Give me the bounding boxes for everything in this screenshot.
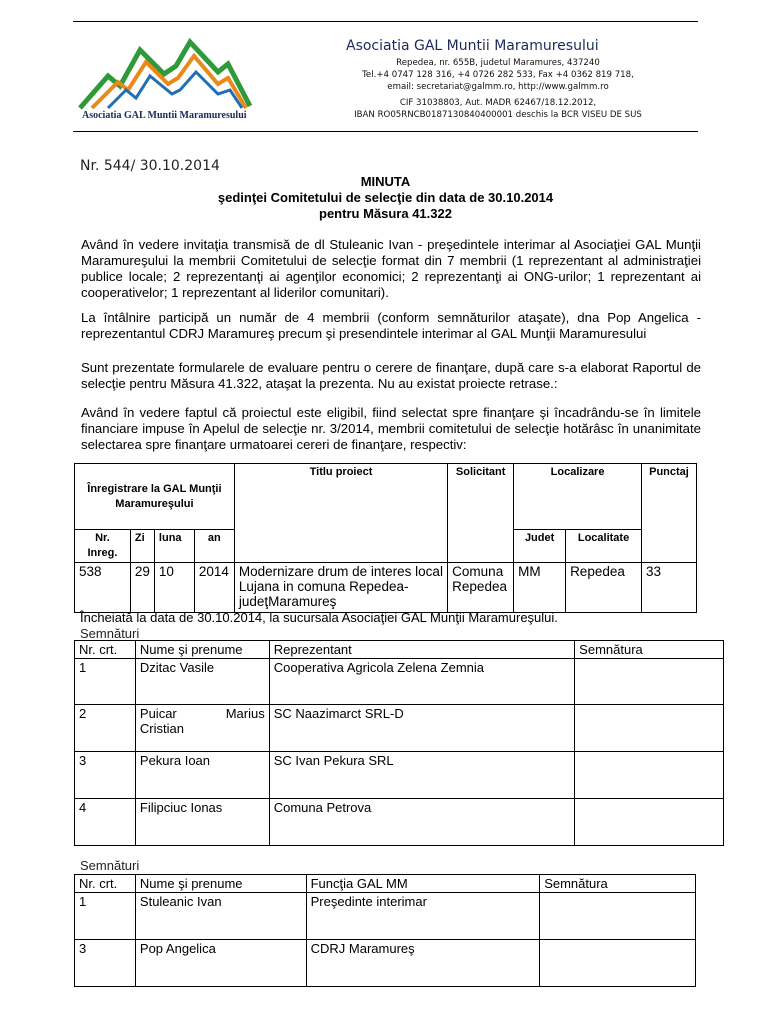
header-name: Nume şi prenume [135, 641, 269, 659]
cell-name: Stuleanic Ivan [135, 893, 306, 940]
table-row [75, 799, 724, 846]
cif-line: CIF 31038803, Aut. MADR 62467/18.12.2012, [399, 98, 597, 108]
address-line: Repedea, nr. 655B, judetul Maramures, 437240 [396, 58, 600, 68]
table-row [75, 563, 697, 613]
paragraph-attendance: La întâlnire participă un număr de 4 membrii (conform semnăturilor ataşate), dna Pop Angelica - reprezentantul CDRJ Maramureş precum şi presendintele interimar al GAL Munţii Maramuresului [81, 310, 701, 341]
document-title: MINUTA [360, 174, 411, 189]
conclusion-text: Încheiată la data de 30.10.2014, la sucursala Asociaţiei GAL Munţii Maramureşului. [80, 610, 558, 625]
cell-nr: 4 [75, 799, 136, 846]
cell-name: Pop Angelica [135, 940, 306, 987]
header-nr-crt: Nr. crt. [75, 875, 136, 893]
email-line: email: secretariat@galmm.ro, http://www.galmm.ro [387, 82, 609, 92]
signatures-label: Semnături [80, 626, 140, 641]
cell-signature [575, 752, 724, 799]
cell-name: Dzitac Vasile [135, 659, 269, 705]
cell-representative: SC Ivan Pekura SRL [269, 752, 574, 799]
header-function: Funcţia GAL MM [306, 875, 540, 893]
cell-year: 2014 [194, 563, 234, 613]
cell-score: 33 [641, 563, 696, 613]
header-nr-crt: Nr. crt. [75, 641, 136, 659]
cell-locality: Repedea [566, 563, 642, 613]
table-row [75, 659, 724, 705]
header-year: an [194, 530, 234, 563]
table-row [75, 893, 696, 940]
header-applicant: Solicitant [448, 464, 514, 563]
table-row [75, 752, 724, 799]
cell-nr: 538 [75, 563, 131, 613]
paragraph-invitation: Având în vedere invitaţia transmisă de dl Stuleanic Ivan - preşedintele interimar al Asociaţiei GAL Munţii Maramureşului la membrii Comitetului de selecţie format din 7 membrii (1 reprezentant al administraţiei publice locale; 2 reprezentanţi ai agenţilor economici; 2 reprezentanţi ai ONG-urilor; 1 reprezentant ai cooperativelor; 1 reprezentant al liderilor comunitari). [81, 237, 701, 300]
cell-nr: 3 [75, 752, 136, 799]
cell-name: Puicar Marius Cristian [135, 705, 269, 752]
members-table [74, 640, 724, 846]
header-county: Judet [514, 530, 566, 563]
cell-representative: Comuna Petrova [269, 799, 574, 846]
cell-function: Preşedinte interimar [306, 893, 540, 940]
header-top-rule [73, 21, 698, 22]
document-subtitle: şedinţei Comitetului de selecţie din data de 30.10.2014 [217, 190, 554, 205]
cell-signature [540, 940, 696, 987]
cell-representative: SC Naazimarct SRL-D [269, 705, 574, 752]
logo-caption: Asociatia GAL Muntii Maramuresului [82, 110, 247, 121]
cell-representative: Cooperativa Agricola Zelena Zemnia [269, 659, 574, 705]
table-row [75, 705, 724, 752]
cell-county: MM [514, 563, 566, 613]
cell-signature [575, 799, 724, 846]
table-row [75, 940, 696, 987]
header-nr-inreg: Nr. Inreg. [75, 530, 131, 563]
header-name: Nume şi prenume [135, 875, 306, 893]
header-day: Zi [130, 530, 154, 563]
document-measure: pentru Măsura 41.322 [319, 206, 452, 221]
organization-details [330, 57, 666, 121]
cell-function: CDRJ Maramureş [306, 940, 540, 987]
cell-signature [575, 705, 724, 752]
cell-nr: 1 [75, 893, 136, 940]
cell-month: 10 [154, 563, 194, 613]
officials-table [74, 874, 696, 987]
header-registration: Înregistrare la GAL Munţii Maramureşului [75, 464, 235, 530]
cell-name: Pekura Ioan [135, 752, 269, 799]
contact-line: Tel.+4 0747 128 316, +4 0726 282 533, Fax +4 0362 819 718, [362, 70, 634, 80]
header-project-title: Titlu proiect [234, 464, 447, 563]
projects-table [74, 463, 697, 613]
cell-project-title: Modernizare drum de interes local Lujana in comuna Repedea-judeţMaramureş [234, 563, 447, 613]
cell-applicant: Comuna Repedea [448, 563, 514, 613]
header-score: Punctaj [641, 464, 696, 563]
header-month: luna [154, 530, 194, 563]
iban-line: IBAN RO05RNCB0187130840400001 deschis la BCR VISEU DE SUS [354, 110, 642, 120]
cell-signature [540, 893, 696, 940]
document-number: Nr. 544/ 30.10.2014 [80, 158, 220, 174]
cell-signature [575, 659, 724, 705]
header-bottom-rule [73, 131, 698, 132]
organization-name: Asociatia GAL Muntii Maramuresului [346, 38, 599, 54]
header-signature: Semnătura [540, 875, 696, 893]
header-locality: Localitate [566, 530, 642, 563]
document-title-block [73, 174, 698, 222]
header-signature: Semnătura [575, 641, 724, 659]
cell-day: 29 [130, 563, 154, 613]
header-location: Localizare [514, 464, 642, 530]
paragraph-decision: Având în vedere faptul că proiectul este eligibil, fiind selectat spre finanţare şi încadrându-se în limitele financiare impuse în Apelul de selecţie nr. 3/2014, membrii comitetului de selecţie hotărâsc în unanimitate selectarea spre finanţare urmatoarei cereri de finanţare, respectiv: [81, 405, 701, 452]
cell-nr: 3 [75, 940, 136, 987]
signatures-label-officials: Semnături [80, 858, 140, 873]
paragraph-evaluation: Sunt prezentate formularele de evaluare pentru o cerere de finanţare, după care s-a elaborat Raportul de selecţie pentru Măsura 41.322, ataşat la prezenta. Nu au existat proiecte retrase.: [81, 360, 701, 391]
cell-nr: 1 [75, 659, 136, 705]
cell-name: Filipciuc Ionas [135, 799, 269, 846]
header-representative: Reprezentant [269, 641, 574, 659]
cell-nr: 2 [75, 705, 136, 752]
